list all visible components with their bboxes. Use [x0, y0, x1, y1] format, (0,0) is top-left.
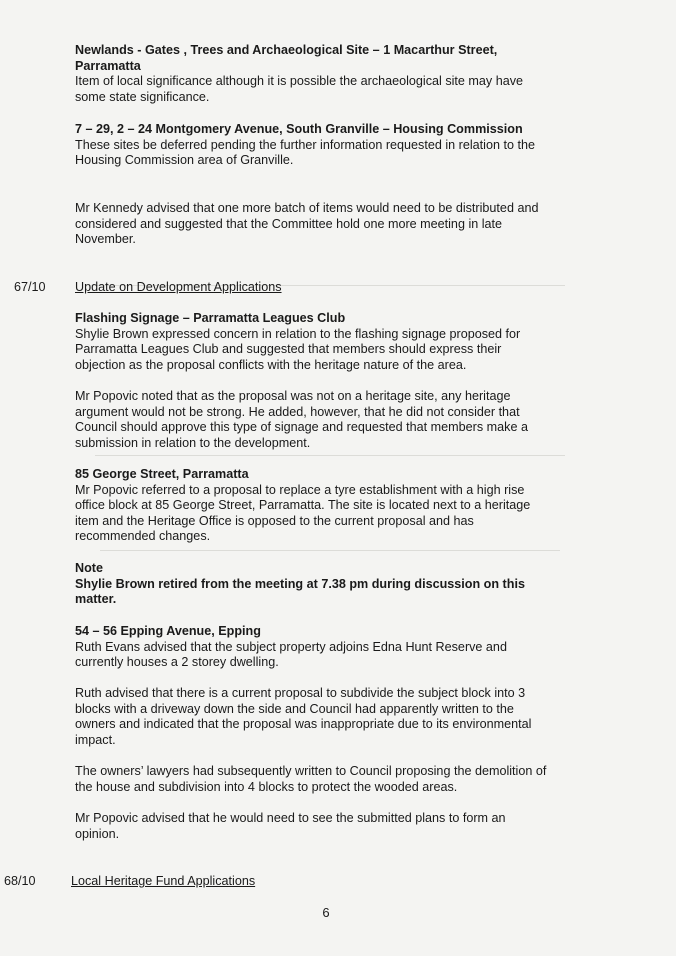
epping-section — [75, 624, 590, 671]
montgomery-body-line: Housing Commission area of Granville. — [75, 153, 294, 168]
flashing-para2-line: Council should approve this type of signage and requested that members make a — [75, 420, 528, 435]
note-label: Note — [75, 561, 103, 575]
note-section — [75, 561, 590, 608]
montgomery-heading: 7 – 29, 2 – 24 Montgomery Avenue, South Granville – Housing Commission — [75, 122, 523, 136]
montgomery-body-line: These sites be deferred pending the further information requested in relation to the — [75, 137, 535, 152]
kennedy-line: considered and suggested that the Committee hold one more meeting in late — [75, 216, 503, 231]
epping-para2-line: owners and indicated that the proposal was inappropriate due to its environmental — [75, 717, 532, 732]
george-body-line: Mr Popovic referred to a proposal to replace a tyre establishment with a high rise — [75, 482, 525, 497]
item-title-67: Update on Development Applications — [75, 280, 282, 294]
item-number-67: 67/10 — [14, 280, 46, 294]
epping-para3-line: The owners’ lawyers had subsequently written to Council proposing the demolition of — [75, 764, 547, 778]
newlands-body-line: some state significance. — [75, 89, 210, 104]
epping-para4-line: opinion. — [75, 826, 120, 841]
newlands-section — [75, 43, 590, 105]
flashing-para2-line: submission in relation to the development. — [75, 435, 311, 450]
epping-para2-line: Ruth advised that there is a current proposal to subdivide the subject block into 3 — [75, 686, 526, 700]
george-heading: 85 George Street, Parramatta — [75, 467, 249, 481]
epping-para3-line: the house and subdivision into 4 blocks to protect the wooded areas. — [75, 779, 458, 794]
page-number: 6 — [322, 905, 330, 920]
george-street-section — [75, 467, 590, 545]
epping-para2-line: impact. — [75, 732, 116, 747]
flashing-para1-line: Parramatta Leagues Club and suggested that members should express their — [75, 342, 502, 357]
epping-para1-line: Ruth Evans advised that the subject property adjoins Edna Hunt Reserve and — [75, 639, 507, 654]
epping-para2-line: blocks with a driveway down the side and Council had apparently written to the — [75, 701, 514, 716]
george-body-line: recommended changes. — [75, 529, 211, 544]
george-body-line: office block at 85 George Street, Parramatta. The site is located next to a heritage — [75, 498, 531, 513]
newlands-heading-line: Parramatta — [75, 58, 141, 73]
epping-lawyers-paragraph — [75, 764, 590, 795]
epping-para1-line: currently houses a 2 storey dwelling. — [75, 655, 279, 670]
flashing-para2-line: Mr Popovic noted that as the proposal was not on a heritage site, any heritage — [75, 389, 511, 403]
epping-heading: 54 – 56 Epping Avenue, Epping — [75, 624, 261, 638]
flashing-para1-line: Shylie Brown expressed concern in relation to the flashing signage proposed for — [75, 326, 521, 341]
bleed-through-line — [95, 455, 565, 456]
flashing-para1-line: objection as the proposal conflicts with the heritage nature of the area. — [75, 357, 467, 372]
flashing-signage-section — [75, 311, 590, 373]
kennedy-line: Mr Kennedy advised that one more batch of items would need to be distributed and — [75, 201, 539, 215]
bleed-through-line — [100, 550, 560, 551]
item-title-68: Local Heritage Fund Applications — [71, 874, 256, 888]
note-body-line: Shylie Brown retired from the meeting at 7.38 pm during discussion on this — [75, 576, 525, 591]
montgomery-section — [75, 122, 590, 169]
epping-para4-line: Mr Popovic advised that he would need to see the submitted plans to form an — [75, 811, 506, 825]
george-body-line: item and the Heritage Office is opposed to the current proposal and has — [75, 513, 474, 528]
flashing-para2-line: argument would not be strong. He added, however, that he did not consider that — [75, 404, 520, 419]
note-body-line: matter. — [75, 592, 117, 607]
flashing-popovic-paragraph — [75, 389, 590, 451]
item-number-68: 68/10 — [4, 874, 36, 888]
epping-popovic-paragraph — [75, 811, 590, 842]
flashing-heading: Flashing Signage – Parramatta Leagues Club — [75, 311, 346, 325]
epping-subdivision-paragraph — [75, 686, 590, 748]
kennedy-line: November. — [75, 232, 136, 247]
newlands-body-line: Item of local significance although it is possible the archaeological site may have — [75, 74, 524, 89]
newlands-heading-line: Newlands - Gates , Trees and Archaeological Site – 1 Macarthur Street, — [75, 43, 498, 57]
kennedy-paragraph — [75, 201, 590, 248]
